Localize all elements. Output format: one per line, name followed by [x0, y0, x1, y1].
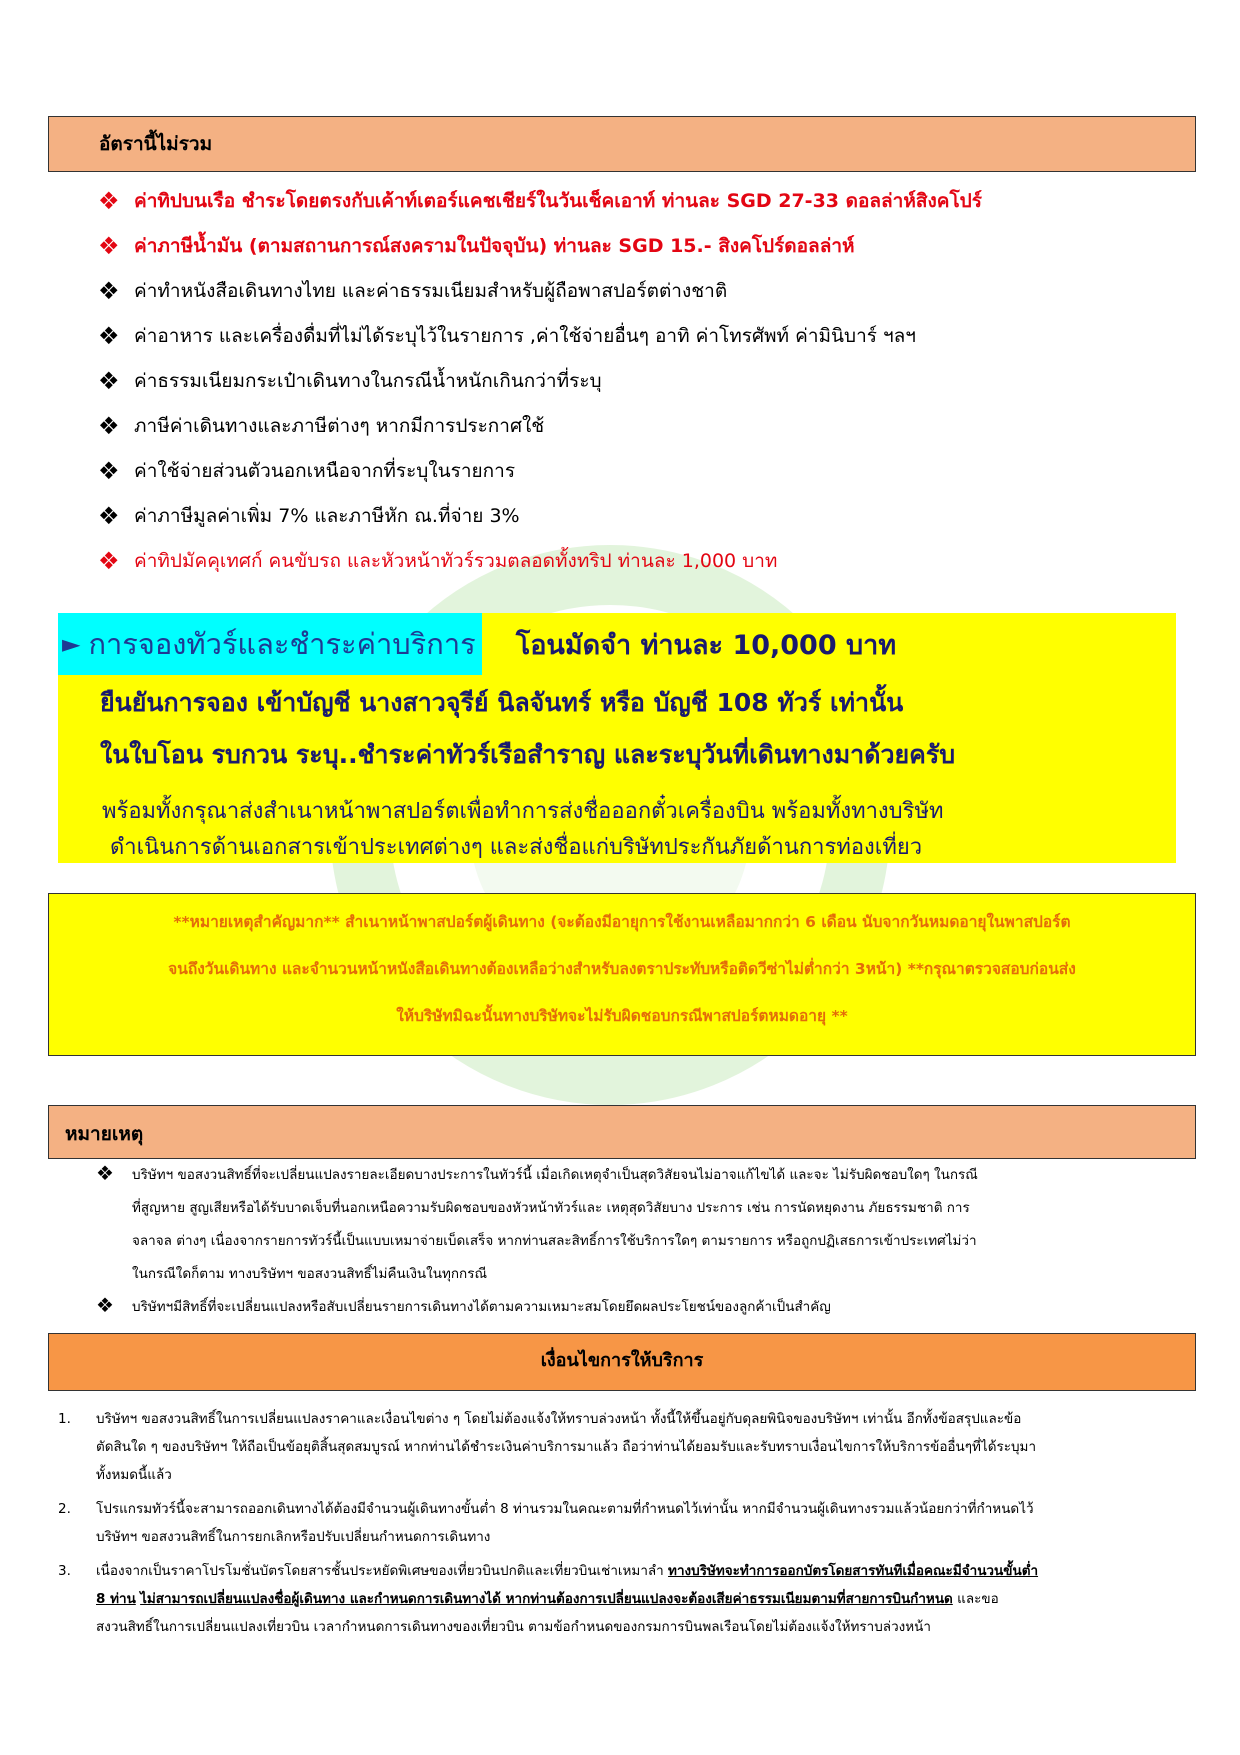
cond-line: ตัดสินใด ๆ ของบริษัทฯ ให้ถือเป็นข้อยุติสิ้นสุดสมบูรณ์ หากท่านได้ชำระเงินค่าบริการมาแล้ว ถือว่าท่านได้ยอมรับและรับทราบเงื่อนไขการให้บริการข้ออื่นๆที่ได้ระบุมา [96, 1439, 1037, 1455]
cond-line: บริษัทฯ ขอสงวนสิทธิ์ในการยกเลิกหรือปรับเปลี่ยนกำหนดการเดินทาง [96, 1529, 491, 1545]
cond-line [96, 1557, 1038, 1585]
list-item [98, 268, 1198, 313]
cond-emphasis: ไม่สามารถเปลี่ยนแปลงชื่อผู้เดินทาง และกำหนดการเดินทางได้ หากท่านต้องการเปลี่ยนแปลงจะต้องเสียค่าธรรมเนียมตามที่สายการบินกำหนด [140, 1591, 953, 1607]
booking-deposit: โอนมัดจำ ท่านละ 10,000 บาท [515, 629, 897, 661]
booking-documents-line: ดำเนินการด้านเอกสารเข้าประเทศต่างๆ และส่งชื่อแก่บริษัทประกันภัยด้านการท่องเที่ยว [110, 835, 923, 860]
notes-list [96, 1160, 1196, 1325]
booking-title-text: การจองทัวร์และชำระค่าบริการ [88, 627, 476, 661]
booking-account-line: ยืนยันการจอง เข้าบัญชี นางสาวจุรีย์ นิลจันทร์ หรือ บัญชี 108 ทัวร์ เท่านั้น [100, 688, 904, 717]
diamond-bullet-icon: ❖ [96, 1161, 114, 1185]
note-line: ที่สูญหาย สูญเสียหรือได้รับบาดเจ็บที่นอกเหนือความรับผิดชอบของหัวหน้าทัวร์และ เหตุสุดวิสัยบาง ประการ เช่น การนัดหยุดงาน ภัยธรรมชาติ การ [132, 1200, 970, 1216]
cond-line: บริษัทฯ ขอสงวนสิทธิ์ในการเปลี่ยนแปลงราคาและเงื่อนไขต่าง ๆ โดยไม่ต้องแจ้งให้ทราบล่วงหน้า ทั้งนี้ให้ขึ้นอยู่กับดุลยพินิจของบริษัทฯ เท่านั้น อีกทั้งข้อสรุปและข้อ [96, 1411, 1022, 1427]
list-item [98, 403, 1198, 448]
cond-line [96, 1585, 1038, 1613]
item-text: ค่าทิปมัคคุเทศก์ คนขับรถ และหัวหน้าทัวร์รวมตลอดทั้งทริป ท่านละ 1,000 บาท [134, 549, 778, 572]
list-item [98, 313, 1198, 358]
diamond-bullet-icon: ❖ [96, 1293, 114, 1317]
note-line: จลาจล ต่างๆ เนื่องจากรายการทัวร์นี้เป็นแบบเหมาจ่ายเบ็ดเสร็จ หากท่านสละสิทธิ์การใช้บริการใดๆ ตามรายการ หรือถูกปฏิเสธการเข้าประเทศไม่ว่า [132, 1233, 977, 1249]
item-text: ค่าทิปบนเรือ ชำระโดยตรงกับเค้าท์เตอร์แคชเชียร์ในวันเช็คเอาท์ ท่านละ SGD 27-33 ดอลล่าห์สิงคโปร์ [134, 189, 982, 212]
important-line: จนถึงวันเดินทาง และจำนวนหน้าหนังสือเดินทางต้องเหลือว่างสำหรับลงตราประทับหรือติดวีซ่าไม่ต่ำกว่า 3หน้า) **กรุณาตรวจสอบก่อนส่ง [168, 960, 1076, 978]
notes-heading: หมายเหตุ [48, 1105, 1196, 1159]
item-number: 2. [58, 1501, 71, 1517]
conditions-heading: เงื่อนไขการให้บริการ [48, 1333, 1196, 1391]
diamond-bullet-icon: ❖ [98, 456, 120, 485]
list-item [58, 1495, 1198, 1551]
cond-text: เนื่องจากเป็นราคาโปรโมชั่นบัตรโดยสารชั้นประหยัดพิเศษของเที่ยวบินปกติและเที่ยวบินเช่าเหมาลำ [96, 1563, 669, 1579]
item-text: ค่าภาษีน้ำมัน (ตามสถานการณ์สงครามในปัจจุบัน) ท่านละ SGD 15.- สิงคโปร์ดอลล่าห์ [134, 234, 855, 257]
diamond-bullet-icon: ❖ [98, 276, 120, 305]
item-text: ค่าทำหนังสือเดินทางไทย และค่าธรรมเนียมสำหรับผู้ถือพาสปอร์ตต่างชาติ [134, 279, 728, 302]
cond-line: โปรแกรมทัวร์นี้จะสามารถออกเดินทางได้ต้องมีจำนวนผู้เดินทางขั้นต่ำ 8 ท่านรวมในคณะตามที่กำหนดไว้เท่านั้น หากมีจำนวนผู้เดินทางรวมแล้วน้อยกว่าที่กำหนดไว้ [96, 1501, 1034, 1517]
list-item [58, 1557, 1198, 1641]
excluded-list [98, 178, 1198, 583]
list-item [98, 223, 1198, 268]
excluded-heading: อัตรานี้ไม่รวม [48, 116, 1196, 172]
item-text: ค่าภาษีมูลค่าเพิ่ม 7% และภาษีหัก ณ.ที่จ่าย 3% [134, 504, 520, 527]
important-note-box [48, 893, 1196, 1056]
diamond-bullet-icon: ❖ [98, 366, 120, 395]
list-item [98, 448, 1198, 493]
item-text: ค่าธรรมเนียมกระเป๋าเดินทางในกรณีน้ำหนักเกินกว่าที่ระบุ [134, 369, 602, 392]
cond-emphasis: ทางบริษัทจะทำการออกบัตรโดยสารทันทีเมื่อคณะมีจำนวนขั้นต่ำ [668, 1563, 1039, 1579]
diamond-bullet-icon: ❖ [98, 231, 120, 260]
item-text: ค่าอาหาร และเครื่องดื่มที่ไม่ได้ระบุไว้ในรายการ ,ค่าใช้จ่ายอื่นๆ อาทิ ค่าโทรศัพท์ ค่ามินิบาร์ ฯลฯ [134, 324, 916, 347]
cond-text: และขอ [952, 1591, 999, 1607]
list-item [96, 1292, 1196, 1325]
item-number: 3. [58, 1563, 71, 1579]
note-line: บริษัทฯ ขอสงวนสิทธิ์ที่จะเปลี่ยนแปลงรายละเอียดบางประการในทัวร์นี้ เมื่อเกิดเหตุจำเป็นสุดวิสัยจนไม่อาจแก้ไขได้ และจะ ไม่รับผิดชอบใดๆ ในกรณี [132, 1167, 978, 1183]
item-number: 1. [58, 1411, 71, 1427]
item-text: ค่าใช้จ่ายส่วนตัวนอกเหนือจากที่ระบุในรายการ [134, 459, 516, 482]
item-text: ภาษีค่าเดินทางและภาษีต่างๆ หากมีการประกาศใช้ [134, 414, 545, 437]
cond-line: สงวนสิทธิ์ในการเปลี่ยนแปลงเที่ยวบิน เวลากำหนดการเดินทางของเที่ยวบิน ตามข้อกำหนดของกรมการบินพลเรือนโดยไม่ต้องแจ้งให้ทราบล่วงหน้า [96, 1619, 931, 1635]
list-item [98, 358, 1198, 403]
note-line: ในกรณีใดก็ตาม ทางบริษัทฯ ขอสงวนสิทธิ์ไม่คืนเงินในทุกกรณี [132, 1266, 487, 1282]
booking-transfer-line: ในใบโอน รบกวน ระบุ..ชำระค่าทัวร์เรือสำราญ และระบุวันที่เดินทางมาด้วยครับ [100, 740, 956, 769]
list-item [98, 538, 1198, 583]
diamond-bullet-icon: ❖ [98, 411, 120, 440]
list-item [98, 493, 1198, 538]
important-line: **หมายเหตุสำคัญมาก** สำเนาหน้าพาสปอร์ตผู้เดินทาง (จะต้องมีอายุการใช้งานเหลือมากกว่า 6 เดือน นับจากวันหมดอายุในพาสปอร์ต [173, 913, 1071, 931]
booking-box [58, 613, 1176, 863]
booking-title [58, 613, 482, 675]
diamond-bullet-icon: ❖ [98, 321, 120, 350]
list-item [98, 178, 1198, 223]
note-line: บริษัทฯมีสิทธิ์ที่จะเปลี่ยนแปลงหรือสับเปลี่ยนรายการเดินทางได้ตามความเหมาะสมโดยยึดผลประโยชน์ของลูกค้าเป็นสำคัญ [132, 1299, 831, 1315]
important-line: ให้บริษัทมิฉะนั้นทางบริษัทจะไม่รับผิดชอบกรณีพาสปอร์ตหมดอายุ ** [396, 1007, 848, 1025]
list-item [58, 1405, 1198, 1489]
diamond-bullet-icon: ❖ [98, 501, 120, 530]
conditions-list [58, 1405, 1198, 1647]
diamond-bullet-icon: ❖ [98, 186, 120, 215]
cond-emphasis: 8 ท่าน [96, 1591, 136, 1607]
booking-title-row [58, 613, 896, 675]
list-item [96, 1160, 1196, 1292]
cond-line: ทั้งหมดนี้แล้ว [96, 1467, 172, 1483]
triangle-pointer-icon: ► [62, 630, 81, 658]
booking-passport-line: พร้อมทั้งกรุณาส่งสำเนาหน้าพาสปอร์ตเพื่อทำการส่งชื่อออกตั๋วเครื่องบิน พร้อมทั้งทางบริษัท [102, 799, 944, 824]
diamond-bullet-icon: ❖ [98, 546, 120, 575]
